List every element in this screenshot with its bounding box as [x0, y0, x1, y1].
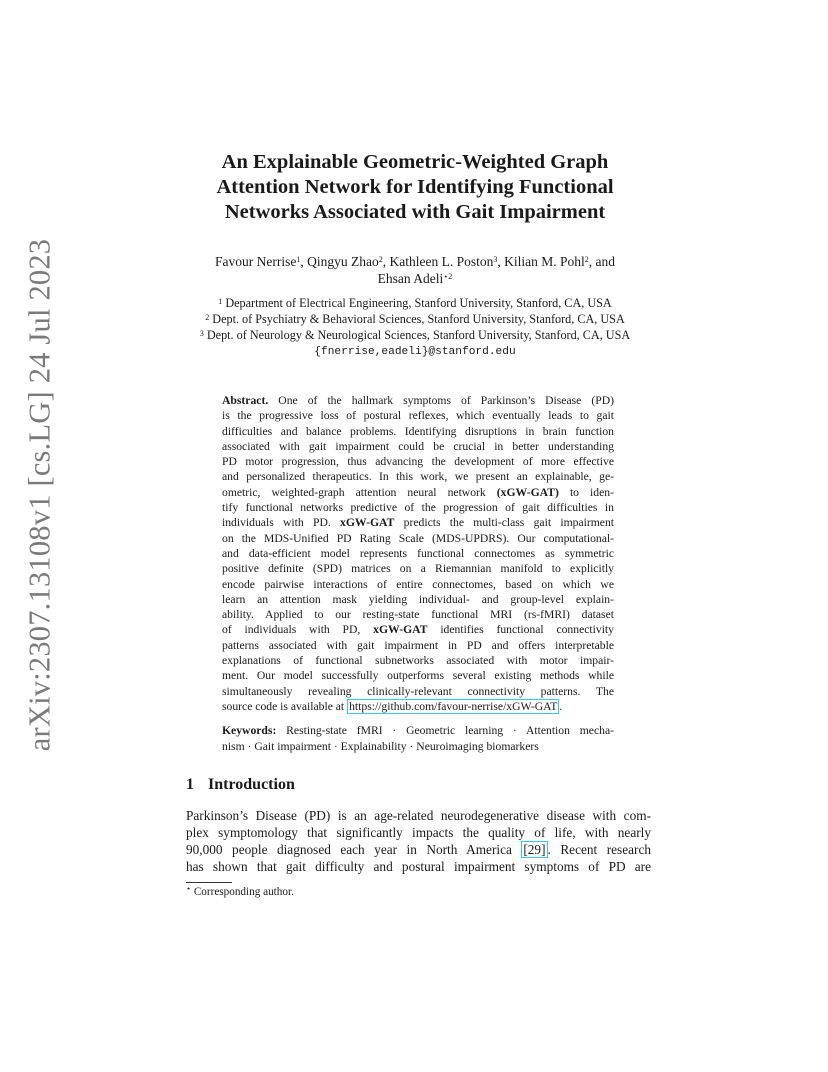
keywords-line: nism · Gait impairment · Explainability · Neuroimaging biomarkers: [222, 739, 539, 753]
abstract-line: patterns associated with gait impairment in PD and offers interpretable: [222, 638, 614, 652]
model-name-bold: (xGW-GAT): [496, 485, 559, 499]
citation-link[interactable]: [29]: [523, 841, 546, 857]
author-affil-mark: 3: [493, 255, 498, 264]
abstract-line: and personalized therapeutics. In this work, we present an explainable, ge-: [222, 470, 614, 484]
abstract-line: One of the hallmark symptoms of Parkinson’s Disease (PD): [278, 394, 614, 407]
abstract-line: is the progressive loss of postural reflexes, which eventually leads to gait: [222, 409, 614, 423]
author-affil-mark: 1: [296, 255, 301, 264]
section-title: Introduction: [208, 776, 295, 793]
affiliation-row: [160, 328, 670, 344]
abstract-line: ability. Applied to our resting-state functional MRI (rs-fMRI) dataset: [222, 608, 614, 622]
title-line: Networks Associated with Gait Impairment: [224, 201, 606, 223]
contact-email[interactable]: {fnerrise,eadeli}@stanford.edu: [314, 346, 516, 359]
affiliation-number: 2: [205, 312, 210, 322]
intro-paragraph: [186, 808, 651, 876]
abstract-label: Abstract.: [222, 394, 269, 407]
footnote: [186, 886, 294, 898]
abstract-line: tify functional networks predictive of the progression of gait difficulties in: [222, 501, 614, 515]
abstract-line: PD motor progression, thus advancing the development of more effective: [222, 455, 614, 469]
model-name-bold: xGW-GAT: [340, 516, 395, 530]
affiliation-text: Dept. of Psychiatry & Behavioral Sciences, Stanford University, Stanford, CA, USA: [212, 311, 625, 326]
author-name: Kilian M. Pohl: [504, 254, 585, 269]
section-heading: [186, 776, 295, 794]
author-list: Favour Nerrise$^1$, Qingyu Zhao$^2$, Kathleen L. Poston$^3$, Kilian M. Pohl$^2$, and Ehsan Adeli$^{⋆2}$: [215, 254, 615, 286]
abstract-line: difficulties and balance problems. Identifying disruptions in brain function: [222, 424, 614, 438]
affiliations: [160, 296, 670, 361]
author-name: Qingyu Zhao: [307, 254, 379, 269]
source-code-link[interactable]: https://github.com/favour-nerrise/xGW-GAT: [349, 699, 558, 713]
keywords-line: Resting-state fMRI · Geometric learning · Attention mecha-: [286, 724, 614, 737]
abstract-line: of individuals with PD, xGW-GAT identifies functional connectivity: [222, 623, 614, 637]
footnote-text: Corresponding author.: [193, 886, 294, 898]
abstract: [222, 393, 614, 714]
author-name: Ehsan Adeli: [377, 271, 444, 286]
author-name: Favour Nerrise: [215, 254, 297, 269]
title-line: Attention Network for Identifying Functional: [216, 176, 614, 198]
abstract-line: learn an attention mask yielding individual- and group-level explain-: [222, 592, 614, 606]
affiliation-text: Department of Electrical Engineering, Stanford University, Stanford, CA, USA: [225, 296, 612, 310]
abstract-line: source code is available at https://github.com/favour-nerrise/xGW-GAT .: [222, 699, 563, 713]
abstract-line: ment. Our model successfully outperforms several existing methods while: [222, 669, 614, 683]
affiliation-row: [160, 312, 670, 328]
paper-title: [150, 150, 680, 225]
abstract-line: explanations of functional subnetworks associated with motor impair-: [222, 654, 614, 668]
affiliation-number: 1: [218, 297, 223, 306]
author-name: Kathleen L. Poston: [389, 254, 494, 269]
body-line: 90,000 people diagnosed each year in North America [29] . Recent research: [186, 841, 651, 857]
abstract-line: simultaneously revealing clinically-relevant connectivity patterns. The: [222, 684, 614, 698]
model-name-bold: xGW-GAT: [373, 623, 428, 637]
author-affil-mark: 2: [584, 255, 589, 264]
body-line: has shown that gait difficulty and postural impairment symptoms of PD are: [186, 858, 651, 874]
body-line: Parkinson’s Disease (PD) is an age-related neurodegenerative disease with com-: [186, 808, 651, 823]
keywords-label: Keywords:: [222, 724, 277, 737]
author-affil-mark: 2: [378, 255, 383, 264]
footnote-rule: [186, 882, 232, 883]
body-line: plex symptomology that significantly impacts the quality of life, with nearly: [186, 824, 651, 840]
footnote-mark: ⋆: [186, 884, 192, 893]
abstract-line: associated with gait impairment could be crucial in better understanding: [222, 439, 614, 453]
author-conjunction: , and: [588, 254, 615, 269]
affiliation-row: [160, 296, 670, 312]
affiliation-text: Dept. of Neurology & Neurological Sciences, Stanford University, Stanford, CA, USA: [206, 327, 631, 342]
section-number: 1: [186, 776, 194, 793]
arxiv-sidebar-stamp: [20, 238, 60, 752]
abstract-line: encode pairwise interactions of entire connectomes, based on which we: [222, 577, 614, 591]
abstract-line: individuals with PD. xGW-GAT predicts the multi-class gait impairment: [222, 516, 614, 530]
affiliation-number: 3: [199, 328, 204, 338]
abstract-line: ometric, weighted-graph attention neural network (xGW-GAT) to iden-: [222, 485, 614, 499]
abstract-line: and data-efficient model represents functional connectomes as symmetric: [222, 546, 614, 560]
abstract-line: on the MDS-Unified PD Rating Scale (MDS-UPDRS). Our computational-: [222, 531, 614, 545]
title-line: An Explainable Geometric-Weighted Graph: [221, 151, 609, 173]
abstract-line: positive definite (SPD) matrices on a Riemannian manifold to explicitly: [222, 562, 614, 576]
keywords: [222, 723, 614, 754]
arxiv-id-text: arXiv:2307.13108v1 [cs.LG] 24 Jul 2023: [22, 238, 57, 752]
author-affil-mark: ⋆2: [443, 272, 453, 281]
